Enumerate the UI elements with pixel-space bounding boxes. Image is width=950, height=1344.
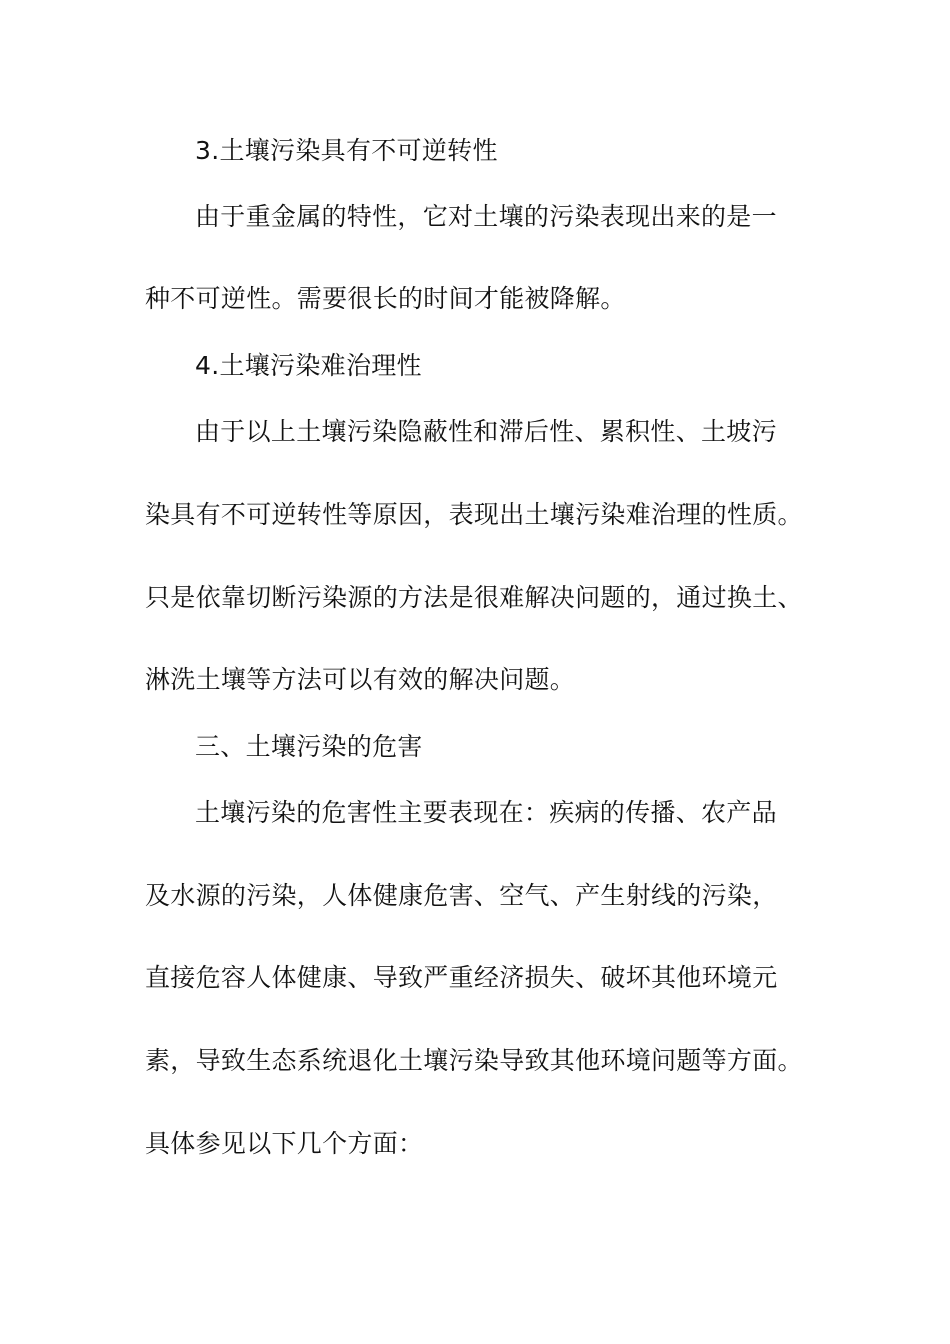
paragraph-line: 及水源的污染，人体健康危害、空气、产生射线的污染，	[145, 881, 778, 910]
paragraph-line: 直接危容人体健康、导致严重经济损失、破坏其他环境元	[145, 963, 778, 992]
paragraph-line: 种不可逆性。需要很长的时间才能被降解。	[145, 284, 626, 313]
paragraph-line: 染具有不可逆转性等原因，表现出土壤污染难治理的性质。	[145, 500, 803, 529]
paragraph-line: 土壤污染的危害性主要表现在：疾病的传播、农产品	[195, 798, 777, 827]
paragraph-line: 素，导致生态系统退化土壤污染导致其他环境问题等方面。	[145, 1046, 803, 1075]
paragraph-line: 由于重金属的特性，它对土壤的污染表现出来的是一	[195, 202, 777, 231]
section-heading-hazards: 三、土壤污染的危害	[195, 732, 423, 761]
paragraph-line: 具体参见以下几个方面：	[145, 1129, 424, 1158]
heading-irreversibility: 3.土壤污染具有不可逆转性	[195, 136, 498, 165]
paragraph-line: 淋洗土壤等方法可以有效的解决问题。	[145, 665, 576, 694]
paragraph-line: 只是依靠切断污染源的方法是很难解决问题的，通过换土、	[145, 583, 803, 612]
paragraph-line: 由于以上土壤污染隐蔽性和滞后性、累积性、土坡污	[195, 417, 777, 446]
heading-difficult-treatment: 4.土壤污染难治理性	[195, 351, 422, 380]
